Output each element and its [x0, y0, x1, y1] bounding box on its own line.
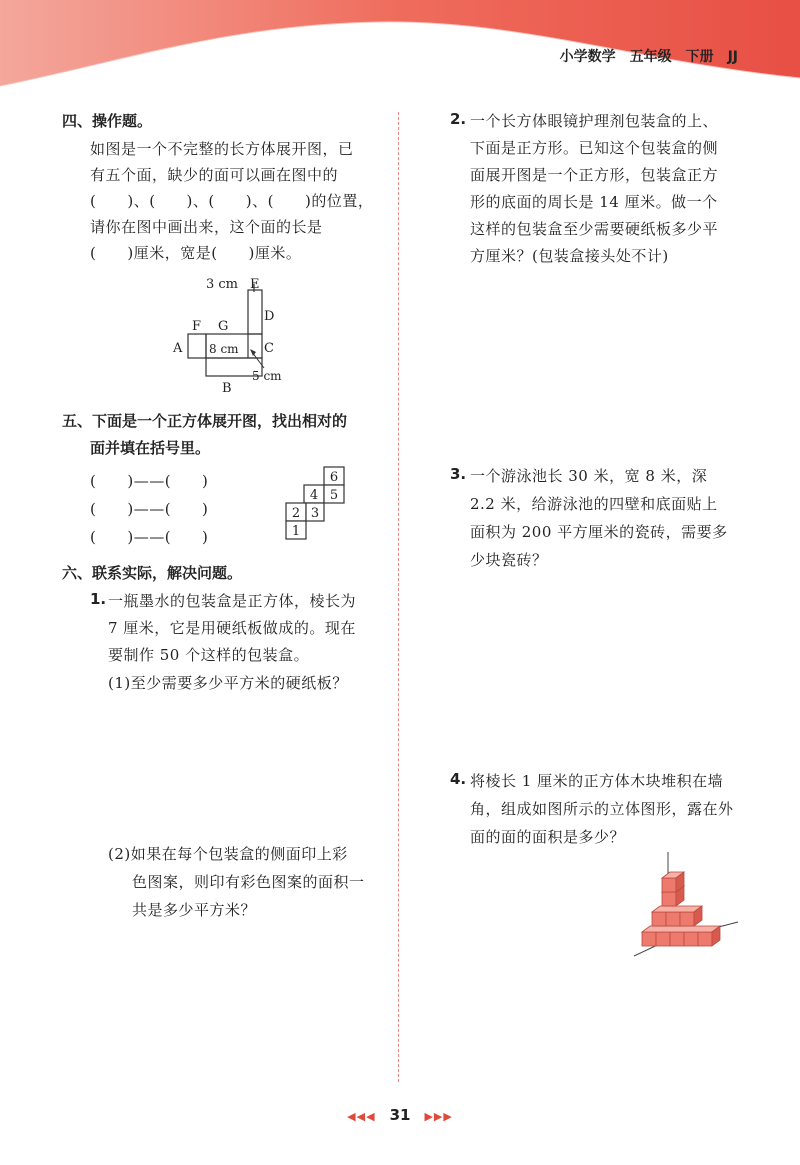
q4-number: 4.	[450, 770, 467, 788]
pair-line-3: ( )——( )	[90, 528, 209, 546]
section4-line-2: 有五个面，缺少的面可以画在图中的	[90, 166, 339, 184]
q1-sub2-line-3: 共是多少平方米？	[132, 901, 257, 919]
page-number: 31	[389, 1106, 411, 1124]
cube-net-figure	[284, 465, 350, 549]
header-subject: 小学数学	[559, 49, 616, 65]
section4-title: 四、操作题。	[62, 112, 153, 130]
column-divider	[398, 112, 399, 1082]
section4-line-5: ( )厘米，宽是( )厘米。	[90, 244, 302, 262]
q1-line-2: 7 厘米，它是用硬纸板做成的。现在	[108, 619, 356, 637]
q1-sub1: (1)至少需要多少平方米的硬纸板？	[108, 674, 348, 692]
q1-line-1: 一瓶墨水的包装盒是正方体，棱长为	[108, 592, 357, 610]
dim-top-text: 3 cm	[206, 277, 239, 292]
q3-number: 3.	[450, 465, 467, 483]
label-f: F	[192, 319, 202, 334]
section5-title-2: 面并填在括号里。	[90, 439, 211, 457]
q4-line-2: 角，组成如图所示的立体图形，露在外	[470, 800, 734, 818]
cube-face-1: 1	[291, 524, 301, 539]
q2-line-2: 下面是正方形。已知这个包装盒的侧	[470, 139, 719, 157]
q2-line-1: 一个长方体眼镜护理剂包装盒的上、	[470, 112, 719, 130]
q3-line-3: 面积为 200 平方厘米的瓷砖，需要多	[470, 523, 728, 541]
q1-line-3: 要制作 50 个这样的包装盒。	[108, 646, 310, 664]
page-footer	[0, 1106, 800, 1124]
q2-number: 2.	[450, 110, 467, 128]
q4-line-3: 面的面的面积是多少？	[470, 828, 626, 846]
cube-face-5: 5	[329, 488, 339, 503]
header-banner	[0, 0, 800, 90]
q2-line-4: 形的底面的周长是 14 厘米。做一个	[470, 193, 718, 211]
cube-face-4: 4	[309, 488, 319, 503]
stacked-cubes-figure	[628, 848, 740, 960]
q2-line-5: 这样的包装盒至少需要硬纸板多少平	[470, 220, 719, 238]
q3-line-1: 一个游泳池长 30 米，宽 8 米，深	[470, 467, 708, 485]
q3-line-4: 少块瓷砖？	[470, 551, 548, 569]
section6-title: 六、联系实际，解决问题。	[62, 564, 243, 582]
pair-line-1: ( )——( )	[90, 472, 209, 490]
label-a: A	[173, 341, 183, 356]
prev-arrows-icon: ◀◀◀	[347, 1110, 376, 1123]
label-g: G	[218, 319, 229, 334]
section4-line-3: ( )、( )、( )、( )的位置，	[90, 192, 374, 210]
section4-line-1: 如图是一个不完整的长方体展开图，已	[90, 140, 354, 158]
q4-line-1: 将棱长 1 厘米的正方体木块堆积在墙	[470, 772, 724, 790]
net-face-d	[248, 290, 262, 334]
label-b: B	[222, 381, 232, 394]
cuboid-net-figure	[170, 272, 300, 394]
label-d: D	[264, 309, 275, 324]
section5-title: 五、下面是一个正方体展开图，找出相对的	[62, 412, 348, 430]
section4-line-4: 请你在图中画出来，这个面的长是	[90, 218, 323, 236]
dim-mid-text: 8 cm	[209, 342, 239, 356]
header-info	[546, 46, 738, 66]
pair-line-2: ( )——( )	[90, 500, 209, 518]
header-volume: 下册	[685, 49, 714, 65]
q2-line-6: 方厘米？(包装盒接头处不计)	[470, 247, 669, 265]
q3-line-2: 2.2 米，给游泳池的四壁和底面贴上	[470, 495, 718, 513]
header-grade: 五年级	[629, 49, 672, 65]
cube-face-6: 6	[329, 470, 339, 485]
dim-right-text: 5 cm	[252, 369, 282, 383]
cube-face-3: 3	[310, 506, 320, 521]
q1-sub2-line-1: (2)如果在每个包装盒的侧面印上彩	[108, 845, 348, 863]
q1-number: 1.	[90, 590, 107, 608]
label-c: C	[264, 341, 274, 356]
cube-face-2: 2	[291, 506, 301, 521]
header-edition: JJ	[727, 49, 738, 65]
net-face-a	[188, 334, 206, 358]
q2-line-3: 面展开图是一个正方形，包装盒正方	[470, 166, 719, 184]
label-e: E	[250, 277, 260, 292]
q1-sub2-line-2: 色图案，则印有彩色图案的面积一	[132, 873, 365, 891]
next-arrows-icon: ▶▶▶	[424, 1110, 453, 1123]
